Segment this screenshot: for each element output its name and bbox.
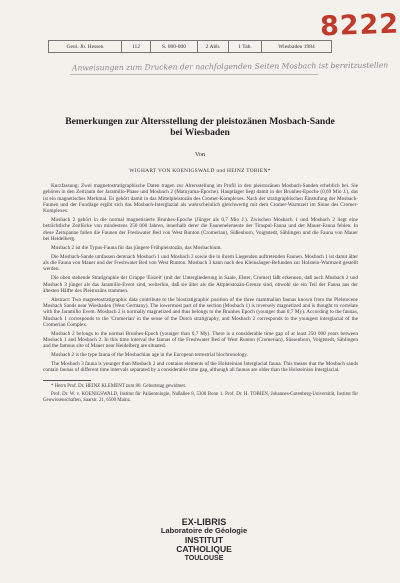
body-paragraph-7: Mosbach 2 belongs to the normal Brunhes-Epoch (younger than 0,7 My). There is a considerable time gap of at least 250 000 years between Mosbach 1 and Mosbach 2. In this time interval the faunas of the Freshwater Bed of West Runton (Cromerian), Süssenborn, Voigtstedt, Sählingen and the famous site of Mauer near Heidelberg are situated. bbox=[43, 330, 358, 350]
body-paragraph-5: Die oben stehende Stratigraphie der Gruppe 'Eiszeit' (mit der Untergliederung in Saale, Elster, Cromer) läßt erkennen, daß auch Mosbach 2 und Mosbach 3 jünger als das Jaramillo-Event sind, weiterhin, daß sie älter als die Altpleistozän-Grenze sind, obwohl sie ein Teil der Fauna aus der ältesten Hälfte des Pleistozäns stammen. bbox=[43, 275, 358, 294]
header-figures: 2 Abb. bbox=[198, 41, 229, 52]
footnote-dedication: * Herrn Prof. Dr. HEINZ KLEMENT zum 80. Geburtstag gewidmet. bbox=[51, 383, 187, 389]
body-paragraph-2: Mosbach 2 gehört in die normal magnetisierte Brunhes-Epoche (Jünger als 0,7 Mio J.). Zwischen Mosbach 1 und Mosbach 2 liegt eine beträchtliche Zeitlücke von mindestens 250 000 Jahren, innerhalb derer die Faunenelemente der Tiraspol-Fauna und der Mauer-Fauna fehlen. In diese Zeitspanne fallen die Faunen der Freshwater Bed von West Runton (Cromerian), Süßenborn, Voigtstedt, Sählingen und die Fauna von Mauer bei Heidelberg. bbox=[43, 217, 358, 242]
handwritten-catalog-number: 8222 bbox=[319, 8, 400, 43]
article-body bbox=[43, 183, 358, 407]
footnote-addresses: Prof. Dr. W. v. KOENIGSWALD, Institut für Paläontologie, Nußallee 8, 5300 Bonn 1. Prof. Dr. H. TOBIEN, Johannes-Gutenberg-Universität, Institut für Geowissenschaften, Saarstr. 21, 6500 Mainz. bbox=[43, 392, 358, 404]
ex-libris-stamp bbox=[159, 517, 249, 563]
header-volume: 112 bbox=[122, 41, 151, 52]
title-line-2: bei Wiesbaden bbox=[170, 127, 230, 138]
kurzfassung-paragraph: Kurzfassung: Zwei magnetostratigraphische Daten tragen zur Altersstellung im Profil in den pleistozänen Mosbach-Sanden erheblich bei. Sie gehören in den Zeitraum der Jaramillo-Phase und Mosbach 2 (Matuyama-Epoche). Hauptlager liegt damit in der Brunhes-Epoche (0,69 Mio J.), das ist ein magnetisches Merkmal. Es gehört damit in das Mittelpleistozän des Cromer-Komplexes. Nach der stratigraphischen Einstufung der Mosbach-Faunen und der Fundlage ergibt sich das Mosbach-Interglazial als wahrscheinlich gleichwertig mit dem Cromer-Warmzeit im Sinne des Cromer-Komplexes. bbox=[43, 183, 358, 215]
von-label: Von bbox=[194, 151, 206, 158]
body-paragraph-4: Die Mosbach-Sande umfassen demnach Mosbach 1 und Mosbach 2 sowie die in ihrem Liegenden auftretenden Faunen. Mosbach 1 ist damit älter als die Fauna von Mauer und der Freshwater Bed von West Runton. Mosbach 3 kann nach den Kleinsäuger-Befunden zur Holstein-Warmzeit gestellt werden. bbox=[43, 253, 358, 273]
stamp-toulouse: TOULOUSE bbox=[184, 554, 224, 562]
header-tables: 1 Tab. bbox=[229, 41, 262, 52]
body-paragraph-3: Mosbach 2 ist die Typus-Fauna für das jüngere Frühpleistozän, das Mosbachium. bbox=[51, 244, 222, 251]
journal-header-box bbox=[48, 40, 332, 53]
stamp-laboratoire: Laboratoire de Géologie bbox=[160, 526, 248, 535]
title-line-1: Bemerkungen zur Altersstellung der pleistozänen Mosbach-Sande bbox=[65, 116, 335, 127]
abstract-paragraph: Abstract: Two magnetostratigraphic data contribute to the biostratigraphic position of the three mammalian faunas known from the Pleistocene Mosbach Sands near Wiesbaden (West Germany). The lowermost part of the section (Mosbach 1) is reversely magnetized and is thought to correlate with the Jaramillo Event. Mosbach 2 is normally magnetized and thus belongs to the Brunhes Epoch (younger than 0,7 My). According to the faunas, Mosbach 1 corresponds to the 'Cromerian' in the sense of the Dutch stratigraphy, and Mosbach 2 corresponds to the youngest interglacial of the Cromerian Complex. bbox=[43, 296, 358, 328]
author-line: WIGHART VON KOENIGSWALD und HEINZ TOBIEN* bbox=[129, 168, 271, 174]
body-paragraph-8: Mosbach 2 is the type fauna of the Mosbachian age in the European terrestrial biochronology. bbox=[51, 352, 248, 359]
footnote-rule bbox=[43, 380, 91, 381]
header-pages: S. 000-000 bbox=[151, 41, 198, 52]
stamp-ex-libris: EX-LIBRIS bbox=[181, 517, 227, 527]
stamp-institut: INSTITUT CATHOLIQUE bbox=[176, 534, 232, 554]
header-place-year: Wiesbaden 1984 bbox=[278, 43, 315, 50]
pencil-underline bbox=[70, 74, 318, 75]
header-journal: Geol. Jb. Hessen bbox=[49, 41, 122, 52]
article-title bbox=[40, 116, 360, 138]
body-paragraph-9: The Mosbach 3 fauna is younger than Mosbach 2 and contains elements of the Holsteinian Interglacial fauna. This means that the Mosbach sands contain faunas of different time intervals separated by a considerable time gap, although all faunas are older than the Holsteinian Interglacial. bbox=[43, 361, 358, 374]
pencil-annotation: Anweisungen zum Drucken der nachfolgenden Seiten Mosbach ist bereitzustellen bbox=[71, 60, 389, 73]
